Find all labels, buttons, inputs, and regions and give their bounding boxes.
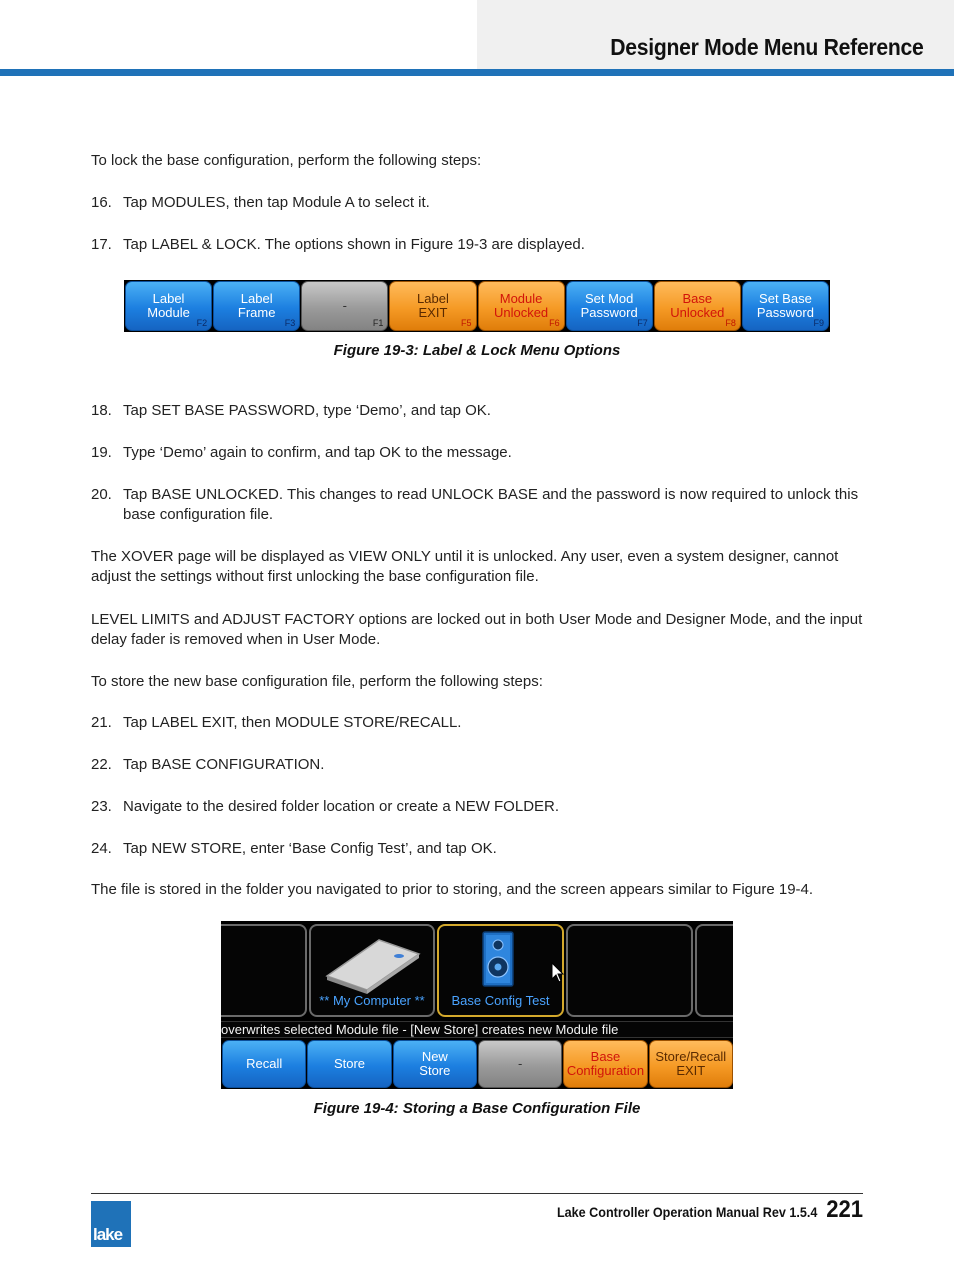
module-unlocked-button[interactable] [478, 281, 565, 331]
step-19 [91, 443, 871, 463]
button-label: Label EXIT [417, 291, 449, 320]
function-key-label: F1 [372, 318, 384, 328]
base-configuration-button[interactable] [563, 1040, 647, 1088]
step-22 [91, 755, 871, 775]
base-unlocked-button[interactable] [654, 281, 741, 331]
step-21 [91, 713, 871, 733]
step-16 [91, 193, 871, 213]
function-key-label: F5 [460, 318, 472, 328]
step-number: 24. [91, 840, 112, 857]
speaker-icon [481, 930, 515, 988]
store-recall-exit-button[interactable] [649, 1040, 733, 1088]
function-key-label: F8 [725, 318, 736, 328]
figure-19-4-caption: Figure 19-4: Storing a Base Configuration File [313, 1100, 641, 1117]
step-24 [91, 839, 871, 859]
recall-button[interactable] [222, 1040, 306, 1088]
step-number: 22. [91, 756, 112, 773]
set-mod-password-button[interactable] [566, 281, 653, 331]
file-tile[interactable] [221, 924, 307, 1017]
button-label: Base Configuration [566, 1049, 645, 1078]
button-label: Set Mod Password [580, 291, 638, 320]
store-recall-button-bar [222, 1040, 733, 1088]
step-text: Navigate to the desired folder location or create a NEW FOLDER. [123, 798, 560, 815]
step-number: 21. [91, 714, 112, 731]
label-lock-menu-figure [124, 280, 830, 332]
blank-button[interactable] [478, 1040, 562, 1088]
intro-lock-paragraph: To lock the base configuration, perform the following steps: [91, 152, 482, 169]
page-title: Designer Mode Menu Reference [610, 34, 924, 60]
manual-title: Lake Controller Operation Manual Rev 1.5.4 [556, 1204, 817, 1220]
intro-store-paragraph: To store the new base configuration file, perform the following steps: [91, 673, 543, 690]
function-key-label: F2 [196, 318, 208, 328]
step-text: Tap NEW STORE, enter ‘Base Config Test’, and tap OK. [123, 840, 497, 857]
my-computer-tile[interactable] [309, 924, 435, 1017]
step-number: 23. [91, 798, 112, 815]
new-store-button[interactable] [393, 1040, 477, 1088]
base-config-test-tile[interactable] [437, 924, 564, 1017]
button-label: Recall [246, 1056, 283, 1071]
blank-button[interactable] [301, 281, 388, 331]
button-label: Base Unlocked [670, 291, 725, 320]
button-label: Label Module [147, 291, 190, 320]
button-label: - [342, 298, 347, 313]
button-label: Label Frame [237, 291, 276, 320]
label-module-button[interactable] [125, 281, 212, 331]
tile-label: ** My Computer ** [319, 993, 425, 1008]
store-button[interactable] [307, 1040, 391, 1088]
function-key-label: F9 [813, 318, 824, 328]
label-exit-button[interactable] [389, 281, 476, 331]
function-key-label: F7 [637, 318, 648, 328]
step-number: 19. [91, 444, 112, 461]
button-label: Store [333, 1056, 366, 1071]
set-base-password-button[interactable] [742, 281, 829, 331]
footer-rule [91, 1193, 863, 1194]
logo-text: lake [93, 1225, 123, 1244]
empty-tile[interactable] [566, 924, 693, 1017]
step-text: Tap BASE UNLOCKED. This changes to read UNLOCK BASE and the password is now required to unlock this base configuration file. [123, 486, 859, 523]
empty-tile[interactable] [695, 924, 733, 1017]
step-text: Type ‘Demo’ again to confirm, and tap OK to the message. [123, 444, 512, 461]
status-bar: overwrites selected Module file - [New Store] creates new Module file [221, 1021, 733, 1038]
button-label: Module Unlocked [493, 291, 549, 320]
page-number: 221 [826, 1196, 863, 1223]
button-label: New Store [419, 1049, 451, 1078]
figure-19-3-caption: Figure 19-3: Label & Lock Menu Options [333, 342, 621, 359]
step-number: 20. [91, 486, 112, 503]
tile-label: Base Config Test [451, 993, 550, 1008]
button-label: - [517, 1056, 523, 1071]
step-23 [91, 797, 871, 817]
step-18 [91, 401, 871, 421]
button-label: Store/Recall EXIT [655, 1049, 727, 1078]
lake-logo [91, 1201, 131, 1247]
step-text: Tap SET BASE PASSWORD, type ‘Demo’, and tap OK. [123, 402, 491, 419]
step-number: 18. [91, 402, 112, 419]
step-number: 17. [91, 236, 112, 253]
step-text: Tap BASE CONFIGURATION. [123, 756, 325, 773]
store-base-config-figure [221, 921, 733, 1089]
level-limits-paragraph: LEVEL LIMITS and ADJUST FACTORY options are locked out in both User Mode and Designer Mode, and the input delay fader is removed when in User Mode. [91, 611, 863, 648]
function-key-label: F6 [549, 318, 560, 328]
step-17 [91, 235, 871, 255]
button-label: Set Base Password [756, 291, 814, 320]
hard-drive-icon [319, 934, 425, 994]
function-key-label: F3 [284, 318, 296, 328]
step-20 [91, 485, 871, 525]
step-text: Tap LABEL & LOCK. The options shown in Figure 19-3 are displayed. [123, 236, 585, 253]
step-number: 16. [91, 194, 112, 211]
cursor-icon [551, 962, 565, 984]
label-frame-button[interactable] [213, 281, 300, 331]
step-text: Tap MODULES, then tap Module A to select it. [123, 194, 430, 211]
xover-paragraph: The XOVER page will be displayed as VIEW ONLY until it is unlocked. Any user, even a system designer, cannot adjust the settings without first unlocking the base configuration file. [91, 548, 839, 585]
step-text: Tap LABEL EXIT, then MODULE STORE/RECALL. [123, 714, 462, 731]
header-rule [0, 69, 954, 76]
stored-paragraph: The file is stored in the folder you navigated to prior to storing, and the screen appears similar to Figure 19-4. [91, 881, 814, 898]
